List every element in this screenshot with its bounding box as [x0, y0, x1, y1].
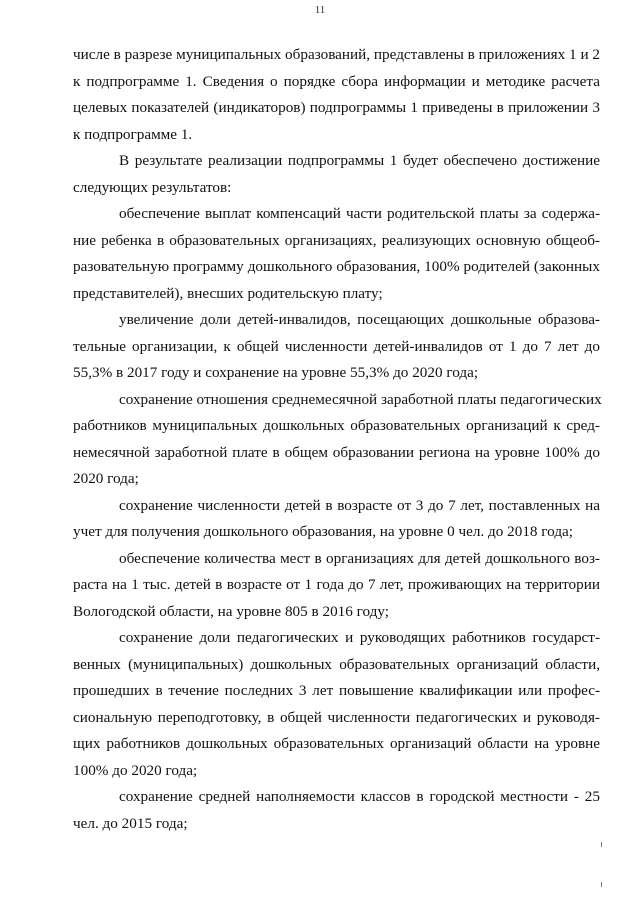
paragraph	[73, 625, 600, 784]
paragraph	[73, 546, 600, 626]
text-line: представителей), внесших родительскую плату;	[73, 284, 383, 302]
paragraph	[73, 148, 600, 201]
text-line: сохранение средней наполняемости классов в городской местности - 25	[119, 788, 600, 805]
paragraph	[73, 387, 600, 493]
text-line: чел. до 2015 года;	[73, 814, 188, 832]
paragraph	[73, 42, 600, 148]
text-line: работников муниципальных дошкольных образовательных организаций к сред-	[73, 417, 600, 434]
margin-mark	[601, 842, 602, 847]
text-line: Вологодской области, на уровне 805 в 2016 году;	[73, 602, 390, 620]
paragraph	[73, 201, 600, 307]
text-line: к подпрограмме 1.	[73, 125, 193, 143]
text-line: 2020 года;	[73, 470, 139, 487]
text-line: сохранение доли педагогических и руководящих работников государст-	[119, 629, 600, 646]
text-line: сохранение численности детей в возрасте от 3 до 7 лет, поставленных на	[119, 496, 600, 514]
text-line: следующих результатов:	[73, 178, 232, 196]
text-line: раста на 1 тыс. детей в возрасте от 1 года до 7 лет, проживающих на территории	[73, 576, 600, 593]
text-line: числе в разрезе муниципальных образований, представлены в приложениях 1 и 2	[73, 46, 600, 63]
text-line: немесячной заработной плате в общем образовании региона на уровне 100% до	[73, 443, 600, 461]
paragraph	[73, 784, 600, 837]
paragraph	[73, 493, 600, 546]
text-line: прошедших в течение последних 3 лет повышение квалификации или профес-	[73, 682, 600, 699]
text-line: увеличение доли детей-инвалидов, посещающих дошкольные образова-	[119, 311, 600, 328]
paragraph	[73, 307, 600, 387]
text-line: учет для получения дошкольного образования, на уровне 0 чел. до 2018 года;	[73, 523, 574, 540]
text-line: разовательную программу дошкольного образования, 100% родителей (законных	[73, 258, 600, 275]
text-line: 100% до 2020 года;	[73, 761, 198, 779]
text-line: В результате реализации подпрограммы 1 будет обеспечено достижение	[119, 152, 600, 169]
text-line: сиональную переподготовку, в общей численности педагогических и руководя-	[73, 708, 600, 726]
page-number: 11	[314, 4, 326, 16]
text-line: ние ребенка в образовательных организациях, реализующих основную общеоб-	[73, 231, 600, 249]
text-line: целевых показателей (индикаторов) подпрограммы 1 приведены в приложении 3	[73, 99, 600, 116]
text-line: сохранение отношения среднемесячной заработной платы педагогических	[119, 390, 602, 408]
page-body	[73, 42, 600, 837]
text-line: обеспечение выплат компенсаций части родительской платы за содержа-	[119, 205, 600, 222]
text-line: венных (муниципальных) дошкольных образовательных организаций области,	[73, 655, 600, 673]
text-line: тельные организации, к общей численности детей-инвалидов от 1 до 7 лет до	[73, 337, 600, 355]
margin-mark	[601, 882, 602, 887]
text-line: обеспечение количества мест в организациях для детей дошкольного воз-	[119, 549, 600, 567]
text-line: щих работников дошкольных образовательных организаций области на уровне	[73, 735, 600, 752]
text-line: к подпрограмме 1. Сведения о порядке сбора информации и методике расчета	[73, 72, 600, 90]
text-line: 55,3% в 2017 году и сохранение на уровне 55,3% до 2020 года;	[73, 364, 479, 381]
